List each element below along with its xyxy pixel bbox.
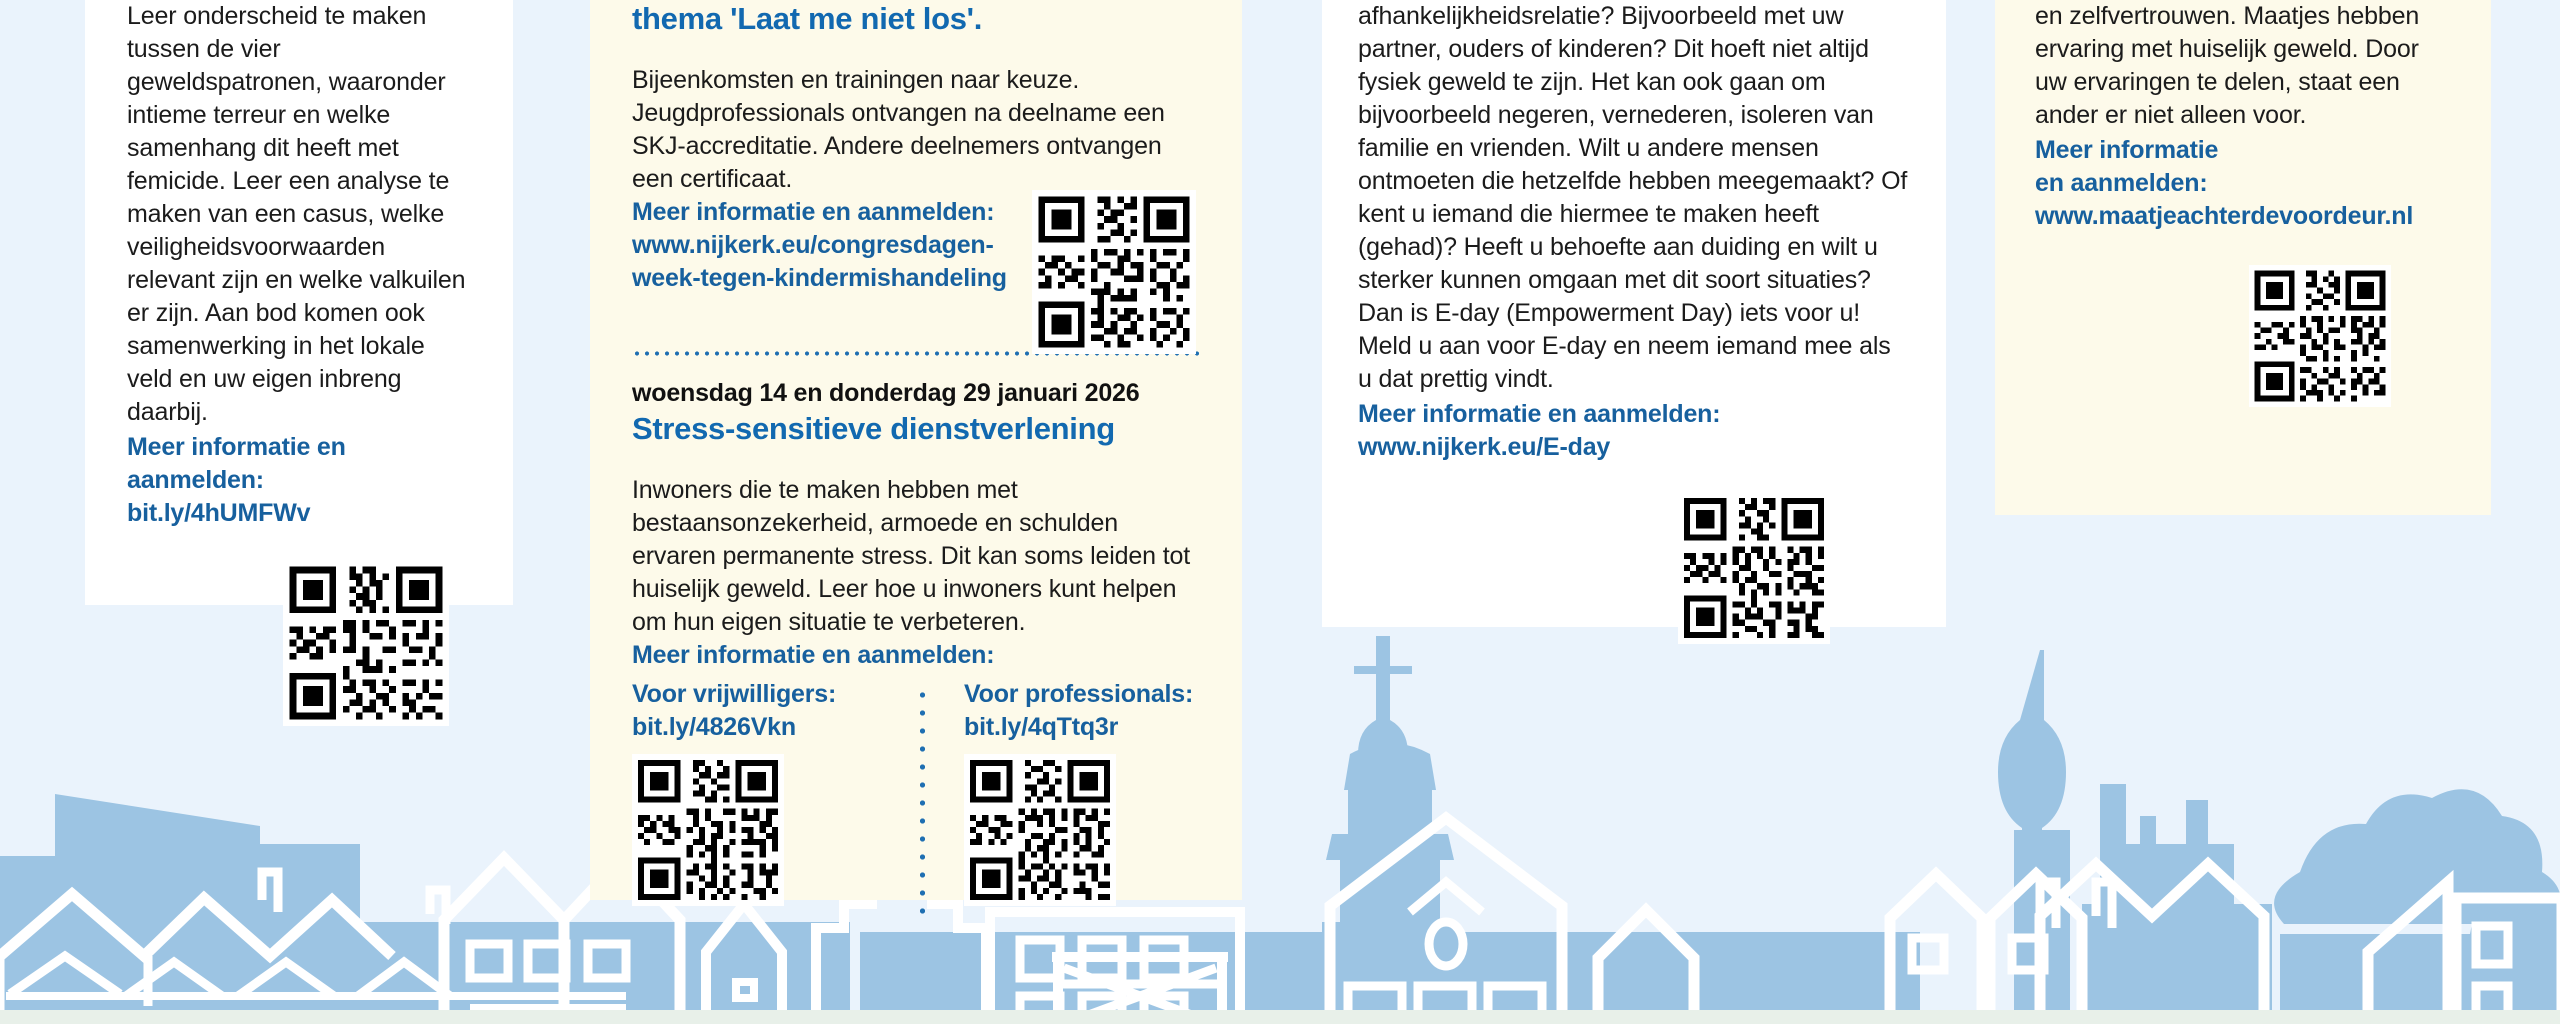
qr-code[interactable] [283,560,449,726]
qr-code[interactable] [1678,492,1830,644]
card-congresdagen [590,0,1242,900]
qr-code[interactable] [1032,190,1196,354]
vertical-divider [920,686,925,922]
card3-cta-url[interactable]: www.nijkerk.eu/E-day [1358,433,1611,461]
qr-code[interactable] [632,754,784,906]
card-geweldspatronen [85,0,513,605]
qr-code[interactable] [964,754,1116,906]
card-maatje-achter-de-voordeur [1995,0,2491,515]
card2-date: woensdag 14 en donderdag 29 januari 2026 [632,379,1140,407]
card4-cta-label-line2: en aanmelden: [2035,169,2208,197]
card1-cta-label: Meer informatie en aanmelden: [127,433,346,494]
card2-left-url[interactable]: bit.ly/4826Vkn [632,713,796,741]
card2-body: Bijeenkomsten en trainingen naar keuze. Jeugdprofessionals ontvangen na deelname een SKJ-accreditatie. Andere deelnemers ontvangen een certificaat. [632,66,1165,193]
card4-body: en zelfvertrouwen. Maatjes hebben ervaring met huiselijk geweld. Door uw ervaringen te delen, staat een ander er niet alleen voor. [2035,2,2420,129]
card2-cta-url-line2[interactable]: week-tegen-kindermishandeling [632,264,1007,292]
card2-body-2: Inwoners die te maken hebben met bestaansonzekerheid, armoede en schulden ervaren permanente stress. Dit kan soms leiden tot huiselijk geweld. Leer hoe u inwoners kunt helpen om hun eigen situatie te verbeteren. [632,476,1191,636]
card2-cta-label: Meer informatie en aanmelden: [632,198,995,226]
ground-strip [0,1010,2560,1024]
qr-code[interactable] [2249,265,2391,407]
card-e-day [1322,0,1946,627]
card2-left-label: Voor vrijwilligers: [632,680,837,708]
card3-body: afhankelijkheidsrelatie? Bijvoorbeeld met uw partner, ouders of kinderen? Dit hoeft niet altijd fysiek geweld te zijn. Het kan ook gaan om bijvoorbeeld negeren, vernederen, isoleren van familie en vrienden. Wilt u andere mensen ontmoeten die hetzelfde hebben meegemaakt? Of kent u iemand die hiermee te maken heeft (gehad)? Heeft u behoefte aan duiding en wilt u sterker kunnen omgaan met dit soort situaties? Dan is E-day (Empowerment Day) iets voor u! Meld u aan voor E-day en neem iemand mee als u dat prettig vindt. [1358,2,1908,393]
card3-cta-label: Meer informatie en aanmelden: [1358,400,1721,428]
card2-right-url[interactable]: bit.ly/4qTtq3r [964,713,1119,741]
card2-cta2-label: Meer informatie en aanmelden: [632,641,995,669]
card2-cta-url-line1[interactable]: www.nijkerk.eu/congresdagen- [632,231,994,259]
card2-top-title: thema 'Laat me niet los'. [632,1,983,36]
card1-cta-url[interactable]: bit.ly/4hUMFWv [127,499,311,527]
card2-right-label: Voor professionals: [964,680,1194,708]
card4-cta-label-line1: Meer informatie [2035,136,2219,164]
card2-subtitle: Stress-sensitieve dienstverlening [632,411,1115,446]
card4-cta-url[interactable]: www.maatjeachterdevoordeur.nl [2035,202,2414,230]
card1-body: Leer onderscheid te maken tussen de vier geweldspatronen, waaronder intieme terreur en welke samenhang dit heeft met femicide. Leer een analyse te maken van een casus, welke veiligheidsvoorwaarden relevant zijn en welke valkuilen er zijn. Aan bod komen ook samenwerking in het lokale veld en uw eigen inbreng daarbij. [127,2,466,426]
